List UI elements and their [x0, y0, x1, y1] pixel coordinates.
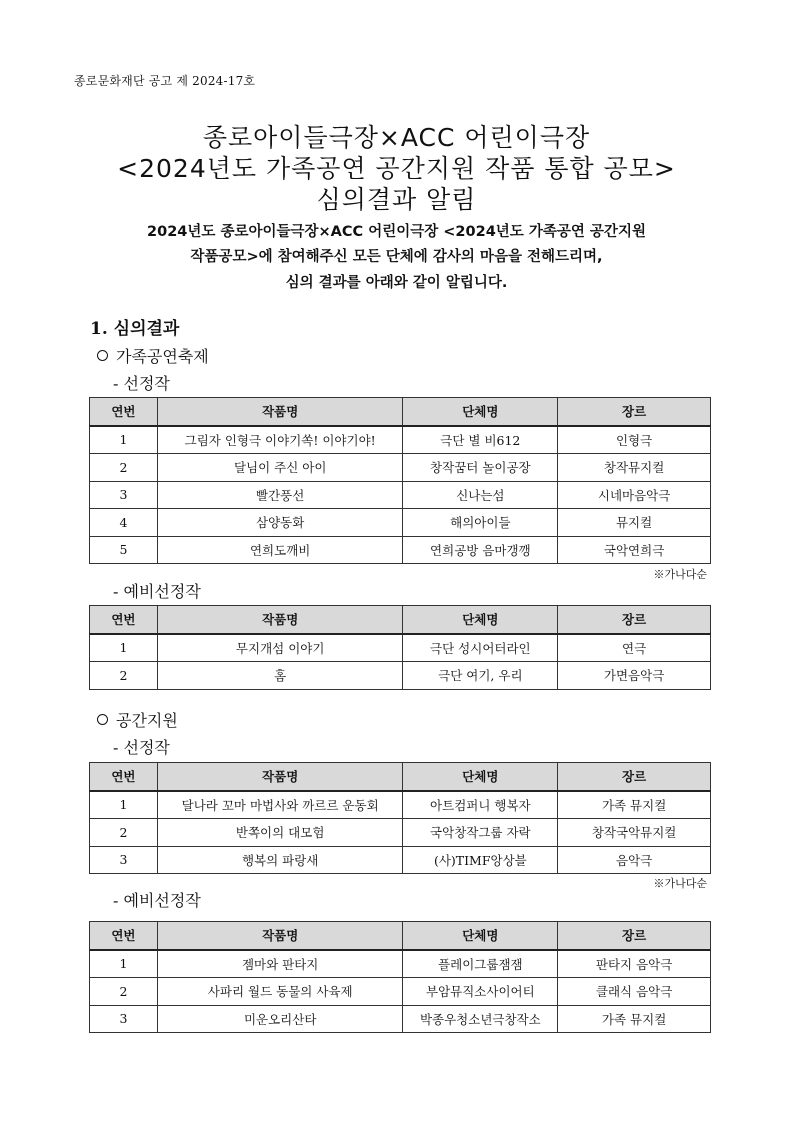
header-work: 작품명 — [157, 922, 403, 950]
cell-num: 1 — [90, 634, 158, 662]
cell-num: 2 — [90, 819, 158, 847]
table-row — [90, 950, 711, 978]
header-genre: 장르 — [558, 606, 711, 634]
header-num: 연번 — [90, 763, 158, 791]
subsection-space-title: 공간지원 — [116, 711, 178, 730]
table-row — [90, 846, 711, 874]
cell-genre: 판타지 음악극 — [558, 950, 711, 978]
cell-work: 무지개섬 이야기 — [157, 634, 403, 662]
header-num: 연번 — [90, 398, 158, 426]
cell-num: 3 — [90, 481, 158, 509]
cell-group: 연희공방 음마갱깽 — [403, 536, 558, 564]
cell-group: 창작꿈터 놀이공장 — [403, 454, 558, 482]
table-row — [90, 454, 711, 482]
cell-genre: 음악극 — [558, 846, 711, 874]
cell-work: 홈 — [157, 662, 403, 690]
cell-group: 극단 여기, 우리 — [403, 662, 558, 690]
cell-group: 극단 별 비612 — [403, 426, 558, 454]
header-num: 연번 — [90, 922, 158, 950]
table-row — [90, 426, 711, 454]
cell-work: 그림자 인형극 이야기쏙! 이야기야! — [157, 426, 403, 454]
header-group: 단체명 — [403, 398, 558, 426]
header-num: 연번 — [90, 606, 158, 634]
cell-work: 미운오리산타 — [157, 1005, 403, 1033]
cell-num: 4 — [90, 509, 158, 537]
cell-work: 빨간풍선 — [157, 481, 403, 509]
cell-work: 젬마와 판타지 — [157, 950, 403, 978]
festival-selected-label: - 선정작 — [113, 374, 170, 393]
cell-genre: 클래식 음악극 — [558, 978, 711, 1006]
table-header-row — [90, 606, 711, 634]
cell-group: 플레이그룹잼잼 — [403, 950, 558, 978]
cell-work: 달님이 주신 아이 — [157, 454, 403, 482]
cell-genre: 창작국악뮤지컬 — [558, 819, 711, 847]
space-sort-note: ※가나다순 — [653, 877, 707, 890]
cell-genre: 뮤지컬 — [558, 509, 711, 537]
cell-work: 달나라 꼬마 마법사와 까르르 운동회 — [157, 791, 403, 819]
cell-work: 삼양동화 — [157, 509, 403, 537]
cell-group: 아트컴퍼니 행복자 — [403, 791, 558, 819]
cell-genre: 가족 뮤지컬 — [558, 791, 711, 819]
cell-num: 1 — [90, 426, 158, 454]
cell-num: 3 — [90, 846, 158, 874]
cell-group: 국악창작그룹 자락 — [403, 819, 558, 847]
cell-genre: 시네마음악극 — [558, 481, 711, 509]
cell-num: 1 — [90, 791, 158, 819]
table-row — [90, 481, 711, 509]
title-line-2: <2024년도 가족공연 공간지원 작품 통합 공모> — [117, 154, 676, 183]
subsection-festival — [97, 344, 209, 367]
circle-bullet-icon — [97, 714, 108, 725]
cell-group: 신나는섬 — [403, 481, 558, 509]
circle-bullet-icon — [97, 350, 108, 361]
cell-group: 부암뮤직소사이어티 — [403, 978, 558, 1006]
festival-selected-table — [89, 397, 711, 564]
header-genre: 장르 — [558, 398, 711, 426]
cell-work: 연희도깨비 — [157, 536, 403, 564]
header-work: 작품명 — [157, 763, 403, 791]
table-header-row — [90, 398, 711, 426]
cell-work: 사파리 월드 동물의 사육제 — [157, 978, 403, 1006]
header-genre: 장르 — [558, 922, 711, 950]
cell-genre: 연극 — [558, 634, 711, 662]
intro-line-2: 작품공모>에 참여해주신 모든 단체에 감사의 마음을 전해드리며, — [190, 249, 603, 265]
space-reserve-label: - 예비선정작 — [113, 891, 201, 910]
section-title: 1. 심의결과 — [90, 319, 180, 339]
cell-work: 반쪽이의 대모험 — [157, 819, 403, 847]
cell-group: 박종우청소년극창작소 — [403, 1005, 558, 1033]
table-row — [90, 662, 711, 690]
table-header-row — [90, 763, 711, 791]
notice-number: 종로문화재단 공고 제 2024-17호 — [74, 74, 256, 88]
intro-line-1: 2024년도 종로아이들극장×ACC 어린이극장 <2024년도 가족공연 공간지원 — [147, 224, 646, 240]
cell-group: (사)TIMF앙상블 — [403, 846, 558, 874]
header-work: 작품명 — [157, 606, 403, 634]
table-row — [90, 819, 711, 847]
table-row — [90, 791, 711, 819]
table-row — [90, 634, 711, 662]
cell-group: 해의아이들 — [403, 509, 558, 537]
subsection-space — [97, 708, 178, 731]
festival-sort-note: ※가나다순 — [653, 568, 707, 581]
cell-genre: 가족 뮤지컬 — [558, 1005, 711, 1033]
table-row — [90, 978, 711, 1006]
cell-num: 5 — [90, 536, 158, 564]
space-selected-table — [89, 762, 711, 874]
header-genre: 장르 — [558, 763, 711, 791]
space-selected-label: - 선정작 — [113, 738, 170, 757]
header-group: 단체명 — [403, 763, 558, 791]
title-line-3: 심의결과 알림 — [316, 185, 477, 214]
festival-reserve-table — [89, 605, 711, 690]
cell-num: 2 — [90, 662, 158, 690]
table-header-row — [90, 922, 711, 950]
header-work: 작품명 — [157, 398, 403, 426]
cell-genre: 가면음악극 — [558, 662, 711, 690]
header-group: 단체명 — [403, 606, 558, 634]
cell-work: 행복의 파랑새 — [157, 846, 403, 874]
cell-num: 3 — [90, 1005, 158, 1033]
intro-line-3: 심의 결과를 아래와 같이 알립니다. — [285, 275, 508, 291]
title-line-1: 종로아이들극장×ACC 어린이극장 — [202, 123, 591, 152]
cell-group: 극단 성시어터라인 — [403, 634, 558, 662]
space-reserve-table — [89, 921, 711, 1033]
table-row — [90, 1005, 711, 1033]
festival-reserve-label: - 예비선정작 — [113, 582, 201, 601]
cell-num: 2 — [90, 454, 158, 482]
table-row — [90, 509, 711, 537]
subsection-festival-title: 가족공연축제 — [116, 347, 209, 366]
cell-num: 2 — [90, 978, 158, 1006]
header-group: 단체명 — [403, 922, 558, 950]
cell-genre: 국악연희극 — [558, 536, 711, 564]
cell-genre: 인형극 — [558, 426, 711, 454]
table-row — [90, 536, 711, 564]
cell-genre: 창작뮤지컬 — [558, 454, 711, 482]
cell-num: 1 — [90, 950, 158, 978]
